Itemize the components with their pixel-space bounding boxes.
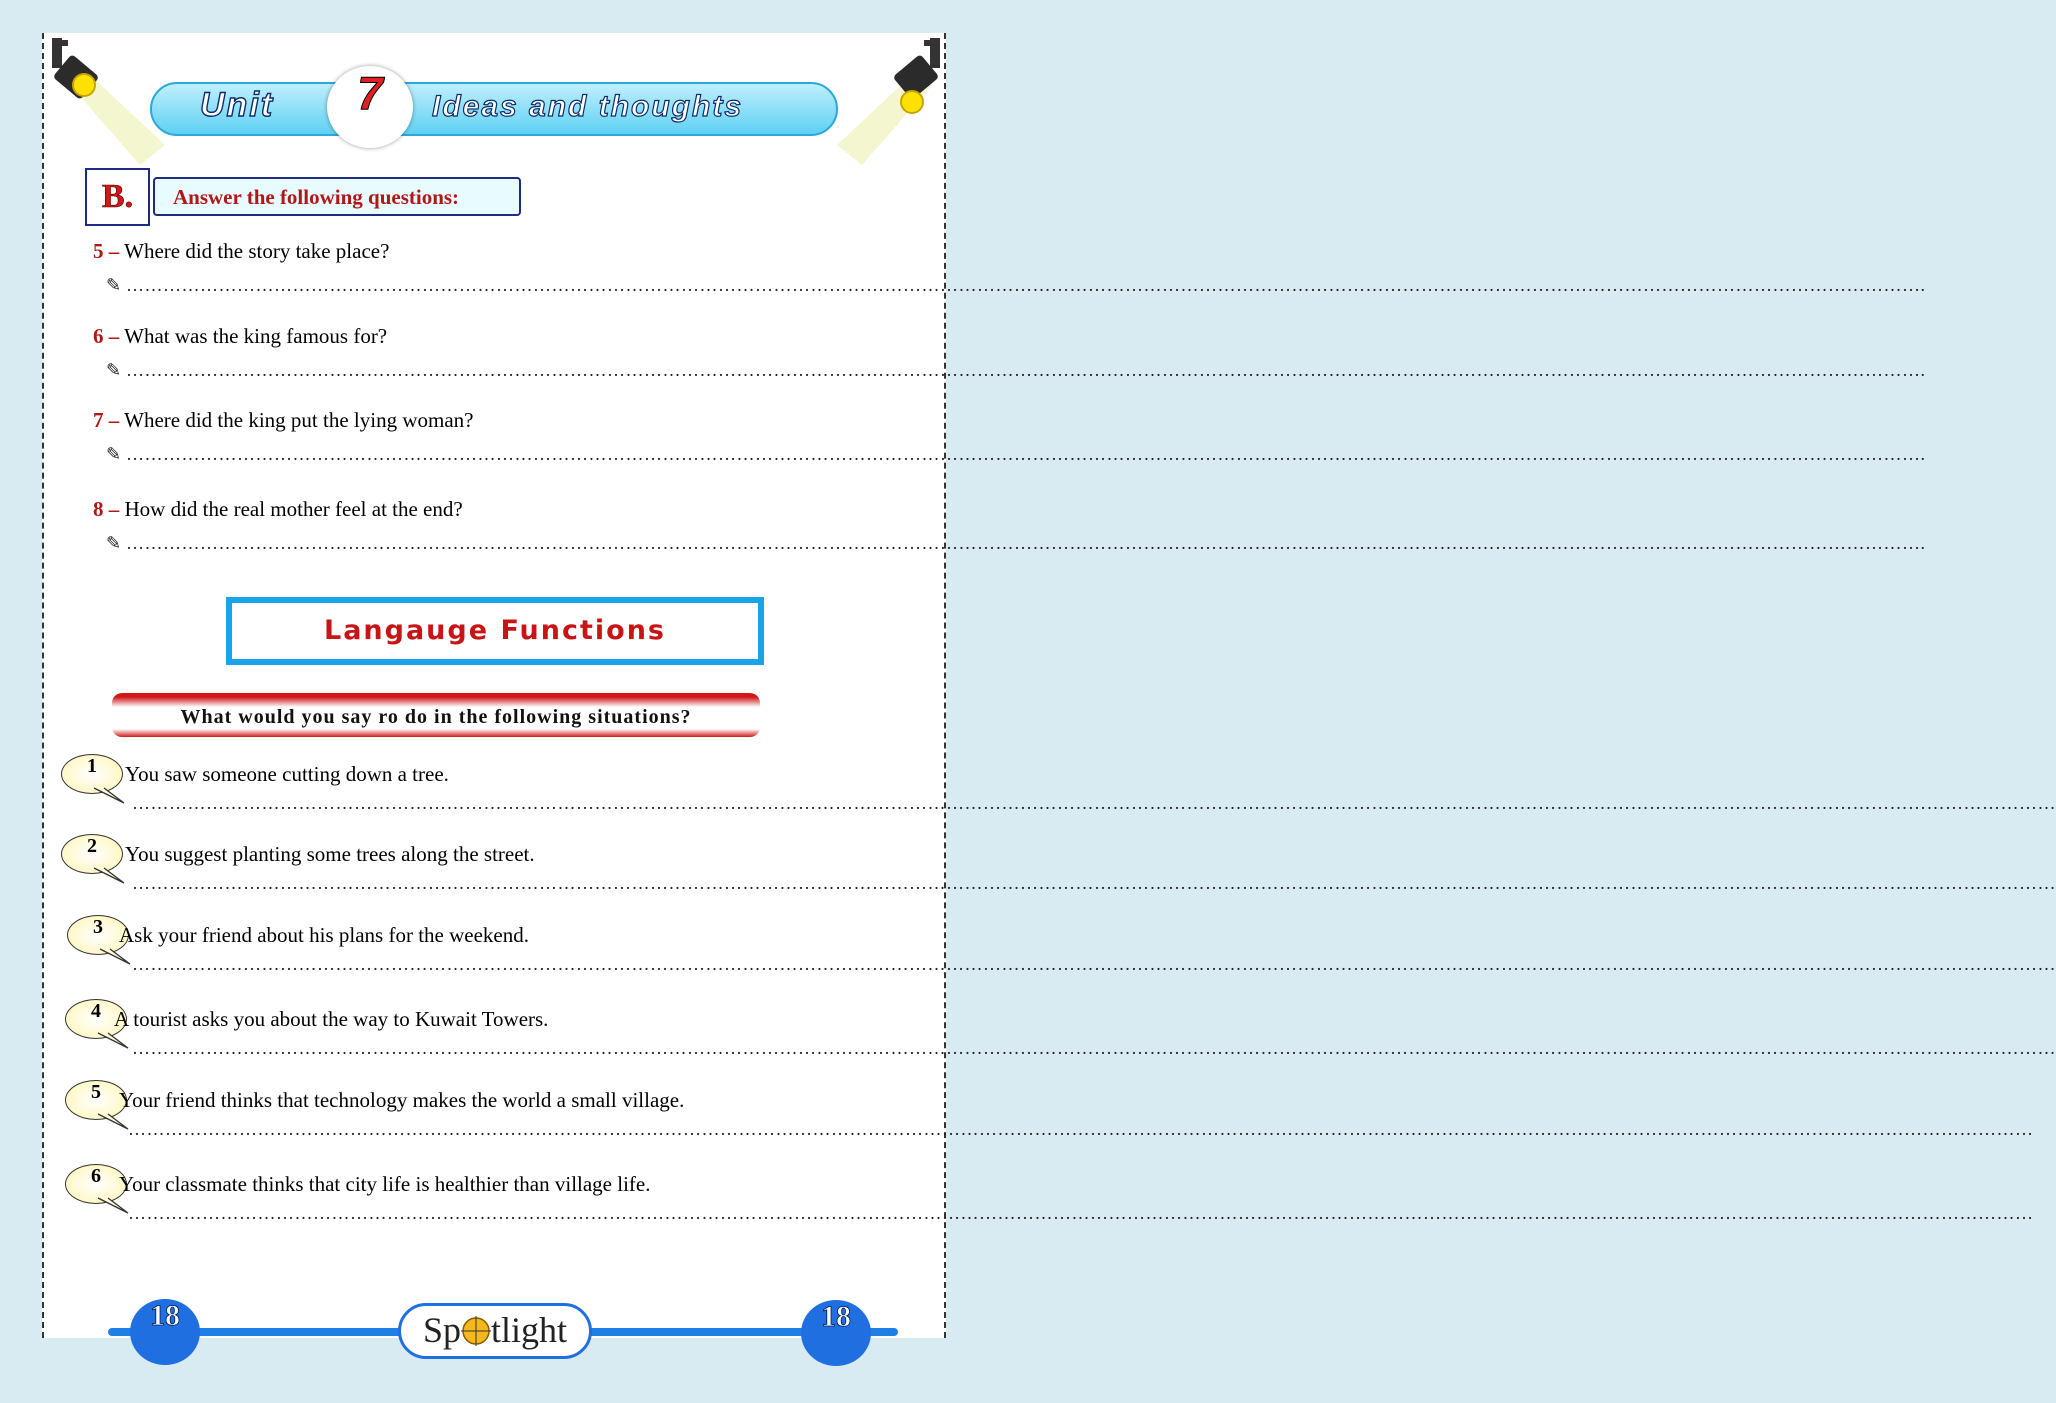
answer-line[interactable]: ……………………………………………………………………………………………………………………………………………………………………………………………………………………………………………………………………………………	[132, 873, 2056, 893]
bubble-tail-icon	[96, 1033, 130, 1051]
bubble-tail-icon	[92, 868, 126, 886]
situation-text: Your classmate thinks that city life is healthier than village life.	[119, 1172, 651, 1196]
answer-line-5[interactable]: ✎ ………………………………………………………………………………………………………………………………………………………………………………………………………………………………………………………………….	[106, 275, 1926, 295]
answer-line-7[interactable]: ✎ ………………………………………………………………………………………………………………………………………………………………………………………………………………………………………………………………….	[106, 444, 1926, 464]
target-icon	[461, 1316, 491, 1346]
answer-line[interactable]: …………………………………………………………………………………………………………………………………………………………………………………………………………………………………………………………………………………	[128, 1119, 2034, 1139]
worksheet-page	[42, 33, 946, 1338]
question-6: 6 – What was the king famous for?	[93, 324, 388, 348]
bubble-tail-icon	[98, 949, 132, 967]
pencil-icon: ✎	[106, 360, 122, 380]
item-number-bubble: 3	[67, 915, 129, 955]
item-number-bubble: 1	[61, 754, 123, 794]
answer-line[interactable]: ……………………………………………………………………………………………………………………………………………………………………………………………………………………………………………………………………………………	[132, 793, 2056, 813]
pencil-icon: ✎	[106, 533, 122, 553]
section-title: Answer the following questions:	[153, 177, 521, 216]
unit-title: Ideas and thoughts	[432, 90, 744, 123]
answer-line[interactable]: …………………………………………………………………………………………………………………………………………………………………………………………………………………………………………………………………………………	[128, 1203, 2034, 1223]
answer-line[interactable]: ……………………………………………………………………………………………………………………………………………………………………………………………………………………………………………………………………………………	[132, 954, 2056, 974]
language-functions-heading: Langauge Functions	[226, 597, 764, 665]
unit-number: 7	[327, 66, 413, 148]
answer-line-8[interactable]: ✎ ………………………………………………………………………………………………………………………………………………………………………………………………………………………………………………………………….	[106, 533, 1926, 553]
answer-line-6[interactable]: ✎ ………………………………………………………………………………………………………………………………………………………………………………………………………………………………………………………………….	[106, 360, 1926, 380]
answer-line[interactable]: ……………………………………………………………………………………………………………………………………………………………………………………………………………………………………………………………………………………	[132, 1038, 2056, 1058]
situation-text: Ask your friend about his plans for the weekend.	[119, 923, 529, 947]
item-number-bubble: 5	[65, 1080, 127, 1120]
page-number-left: 18	[130, 1299, 200, 1365]
pencil-icon: ✎	[106, 275, 122, 295]
question-8: 8 – How did the real mother feel at the end?	[93, 497, 463, 521]
situation-text: You saw someone cutting down a tree.	[125, 762, 449, 786]
spotlight-right-icon	[832, 30, 962, 170]
page-number-right: 18	[801, 1300, 871, 1366]
item-number-bubble: 2	[61, 834, 123, 874]
pencil-icon: ✎	[106, 444, 122, 464]
spotlight-logo: Sp tlight	[398, 1303, 592, 1359]
question-5: 5 – Where did the story take place?	[93, 239, 390, 263]
section-letter: B.	[85, 168, 150, 226]
bubble-tail-icon	[96, 1198, 130, 1216]
item-number-bubble: 6	[65, 1164, 127, 1204]
situations-instruction: What would you say ro do in the following situations?	[112, 693, 760, 737]
situation-text: Your friend thinks that technology makes the world a small village.	[119, 1088, 685, 1112]
unit-label: Unit	[200, 86, 275, 124]
bubble-tail-icon	[92, 788, 126, 806]
bubble-tail-icon	[96, 1114, 130, 1132]
item-number-bubble: 4	[65, 999, 127, 1039]
question-7: 7 – Where did the king put the lying woman?	[93, 408, 474, 432]
situation-text: You suggest planting some trees along the street.	[125, 842, 535, 866]
situation-text: A tourist asks you about the way to Kuwait Towers.	[114, 1007, 549, 1031]
